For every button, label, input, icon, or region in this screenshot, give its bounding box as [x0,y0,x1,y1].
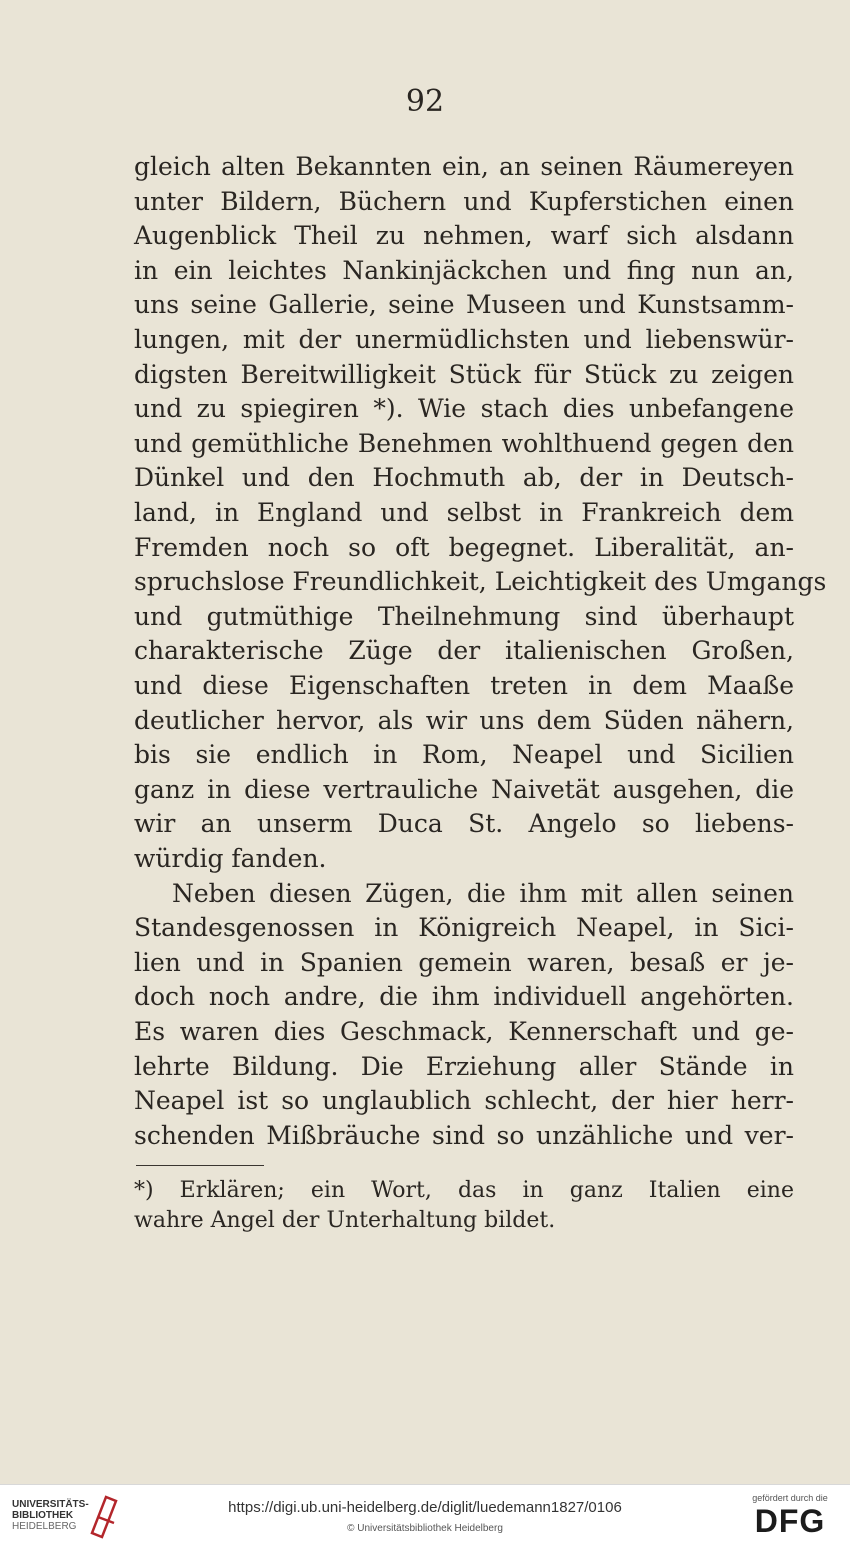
text-line: lehrte Bildung. Die Erziehung aller Stände in [134,1051,794,1081]
library-name-line: HEIDELBERG [12,1521,77,1532]
text-line: Neapel ist so unglaublich schlecht, der hier herr- [134,1086,794,1116]
text-line: gleich alten Bekannten ein, an seinen Räumereyen [134,152,794,181]
footnote-line: wahre Angel der Unterhaltung bildet. [134,1208,556,1233]
text-line: und gutmüthige Theilnehmung sind überhaupt [134,601,794,631]
text-line: digsten Bereitwilligkeit Stück für Stück zu zeigen [134,359,794,389]
text-line: deutlicher hervor, als wir uns dem Süden nähern, [134,705,794,735]
text-line: ganz in diese vertrauliche Naivetät ausgehen, die [134,774,794,804]
text-line: und zu spiegiren *). Wie stach dies unbefangene [134,394,794,424]
dfg-logo: DFG [754,1503,826,1539]
text-line: schenden Mißbräuche sind so unzähliche und ver- [134,1120,794,1150]
text-line: unter Bildern, Büchern und Kupferstichen einen [134,186,794,216]
text-line: uns seine Gallerie, seine Museen und Kunstsamm- [134,290,794,320]
page-number: 92 [405,84,445,119]
text-line: Fremden noch so oft begegnet. Liberalität, an- [134,532,794,562]
library-name-line: UNIVERSITÄTS- [12,1499,89,1510]
text-line: land, in England und selbst in Frankreich dem [134,498,794,527]
text-line: doch noch andre, die ihm individuell angehörten. [134,982,794,1012]
text-line: spruchslose Freundlichkeit, Leichtigkeit des Umgangs [134,567,827,597]
copyright-text: © Universitätsbibliothek Heidelberg [347,1523,503,1534]
text-line: bis sie endlich in Rom, Neapel und Sicilien [134,740,794,770]
library-name-line: BIBLIOTHEK [12,1510,74,1521]
text-line: in ein leichtes Nankinjäckchen und fing nun an, [134,255,794,285]
text-line: Neben diesen Zügen, die ihm mit allen seinen [172,878,794,908]
sponsor-text: gefördert durch die [752,1493,828,1503]
text-line: Es waren dies Geschmack, Kennerschaft und ge- [134,1017,794,1046]
text-line: charakterische Züge der italienischen Großen, [134,636,794,666]
text-line: und diese Eigenschaften treten in dem Maaße [134,671,794,700]
text-line: wir an unserm Duca St. Angelo so liebens- [134,809,794,839]
viewer-footer [0,1484,850,1547]
text-line: und gemüthliche Benehmen wohlthuend gegen den [134,428,794,458]
text-line: lungen, mit der unermüdlichsten und liebenswür- [134,325,794,354]
text-line: würdig fanden. [134,844,327,873]
text-line: Augenblick Theil zu nehmen, warf sich alsdann [134,221,794,251]
text-line: Dünkel und den Hochmuth ab, der in Deutsch- [134,463,794,493]
source-url-link[interactable]: https://digi.ub.uni-heidelberg.de/diglit/luedemann1827/0106 [228,1499,622,1516]
text-line: lien und in Spanien gemein waren, besaß er je- [134,947,794,977]
footnote-divider [136,1165,264,1166]
text-line: Standesgenossen in Königreich Neapel, in Sici- [134,913,794,943]
footnote-line: *) Erklären; ein Wort, das in ganz Italien eine [134,1178,794,1203]
